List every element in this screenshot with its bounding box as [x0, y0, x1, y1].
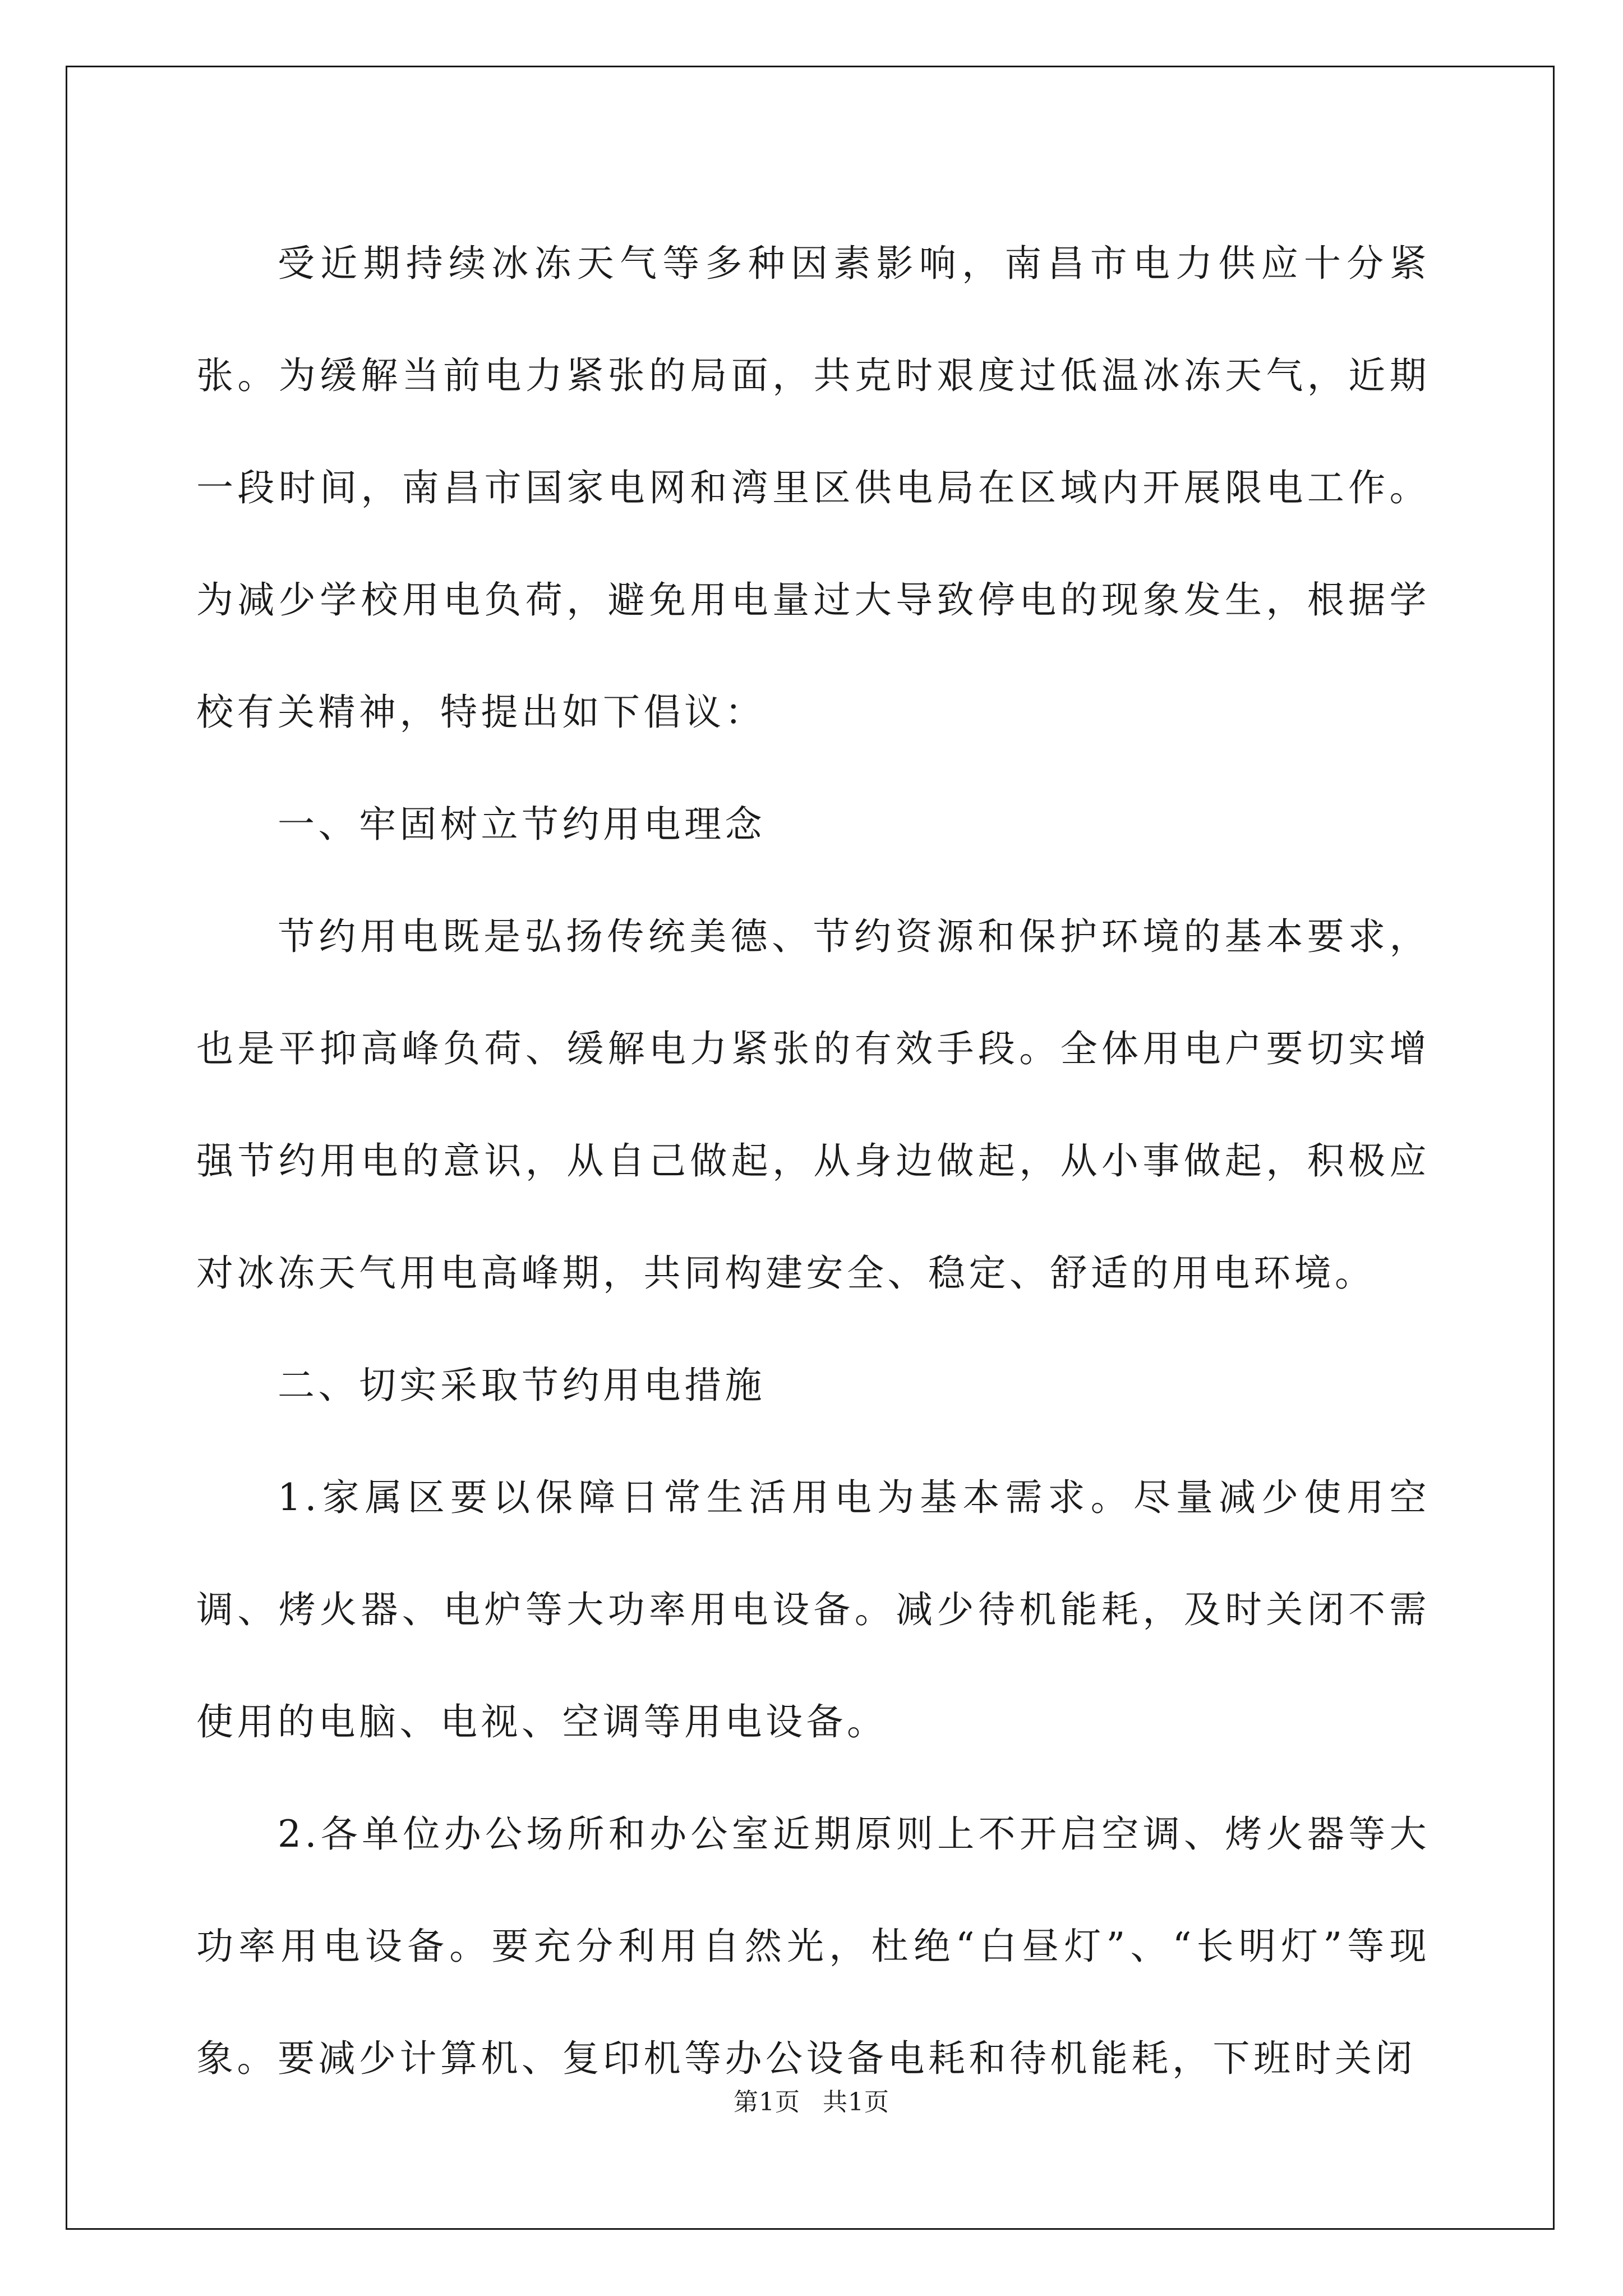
document-body [196, 208, 1430, 2115]
paragraph-section-1: 节约用电既是弘扬传统美德、节约资源和保护环境的基本要求，也是平抑高峰负荷、缓解电力紧张的有效手段。全体用电户要切实增强节约用电的意识，从自己做起，从身边做起，从小事做起，积极应对冰冻天气用电高峰期，共同构建安全、稳定、舒适的用电环境。 [196, 915, 1430, 1295]
heading-section-1: 一、牢固树立节约用电理念 [278, 803, 766, 846]
page-footer [0, 2082, 1623, 2118]
paragraph-intro: 受近期持续冰冻天气等多种因素影响，南昌市电力供应十分紧张。为缓解当前电力紧张的局面，共克时艰度过低温冰冻天气，近期一段时间，南昌市国家电网和湾里区供电局在区域内开展限电工作。为减少学校用电负荷，避免用电量过大导致停电的现象发生，根据学校有关精神，特提出如下倡议： [196, 242, 1430, 734]
heading-section-2: 二、切实采取节约用电措施 [278, 1364, 766, 1407]
page-number: 第1页 [734, 2088, 800, 2116]
paragraph-item-2: 2.各单位办公场所和办公室近期原则上不开启空调、烤火器等大功率用电设备。要充分利用自然光，杜绝“白昼灯”、“长明灯”等现象。要减少计算机、复印机等办公设备电耗和待机能耗，下班时关闭 [196, 1812, 1430, 2080]
paragraph-item-1: 1.家属区要以保障日常生活用电为基本需求。尽量减少使用空调、烤火器、电炉等大功率用电设备。减少待机能耗，及时关闭不需使用的电脑、电视、空调等用电设备。 [196, 1476, 1430, 1743]
page-total: 共1页 [823, 2088, 889, 2116]
